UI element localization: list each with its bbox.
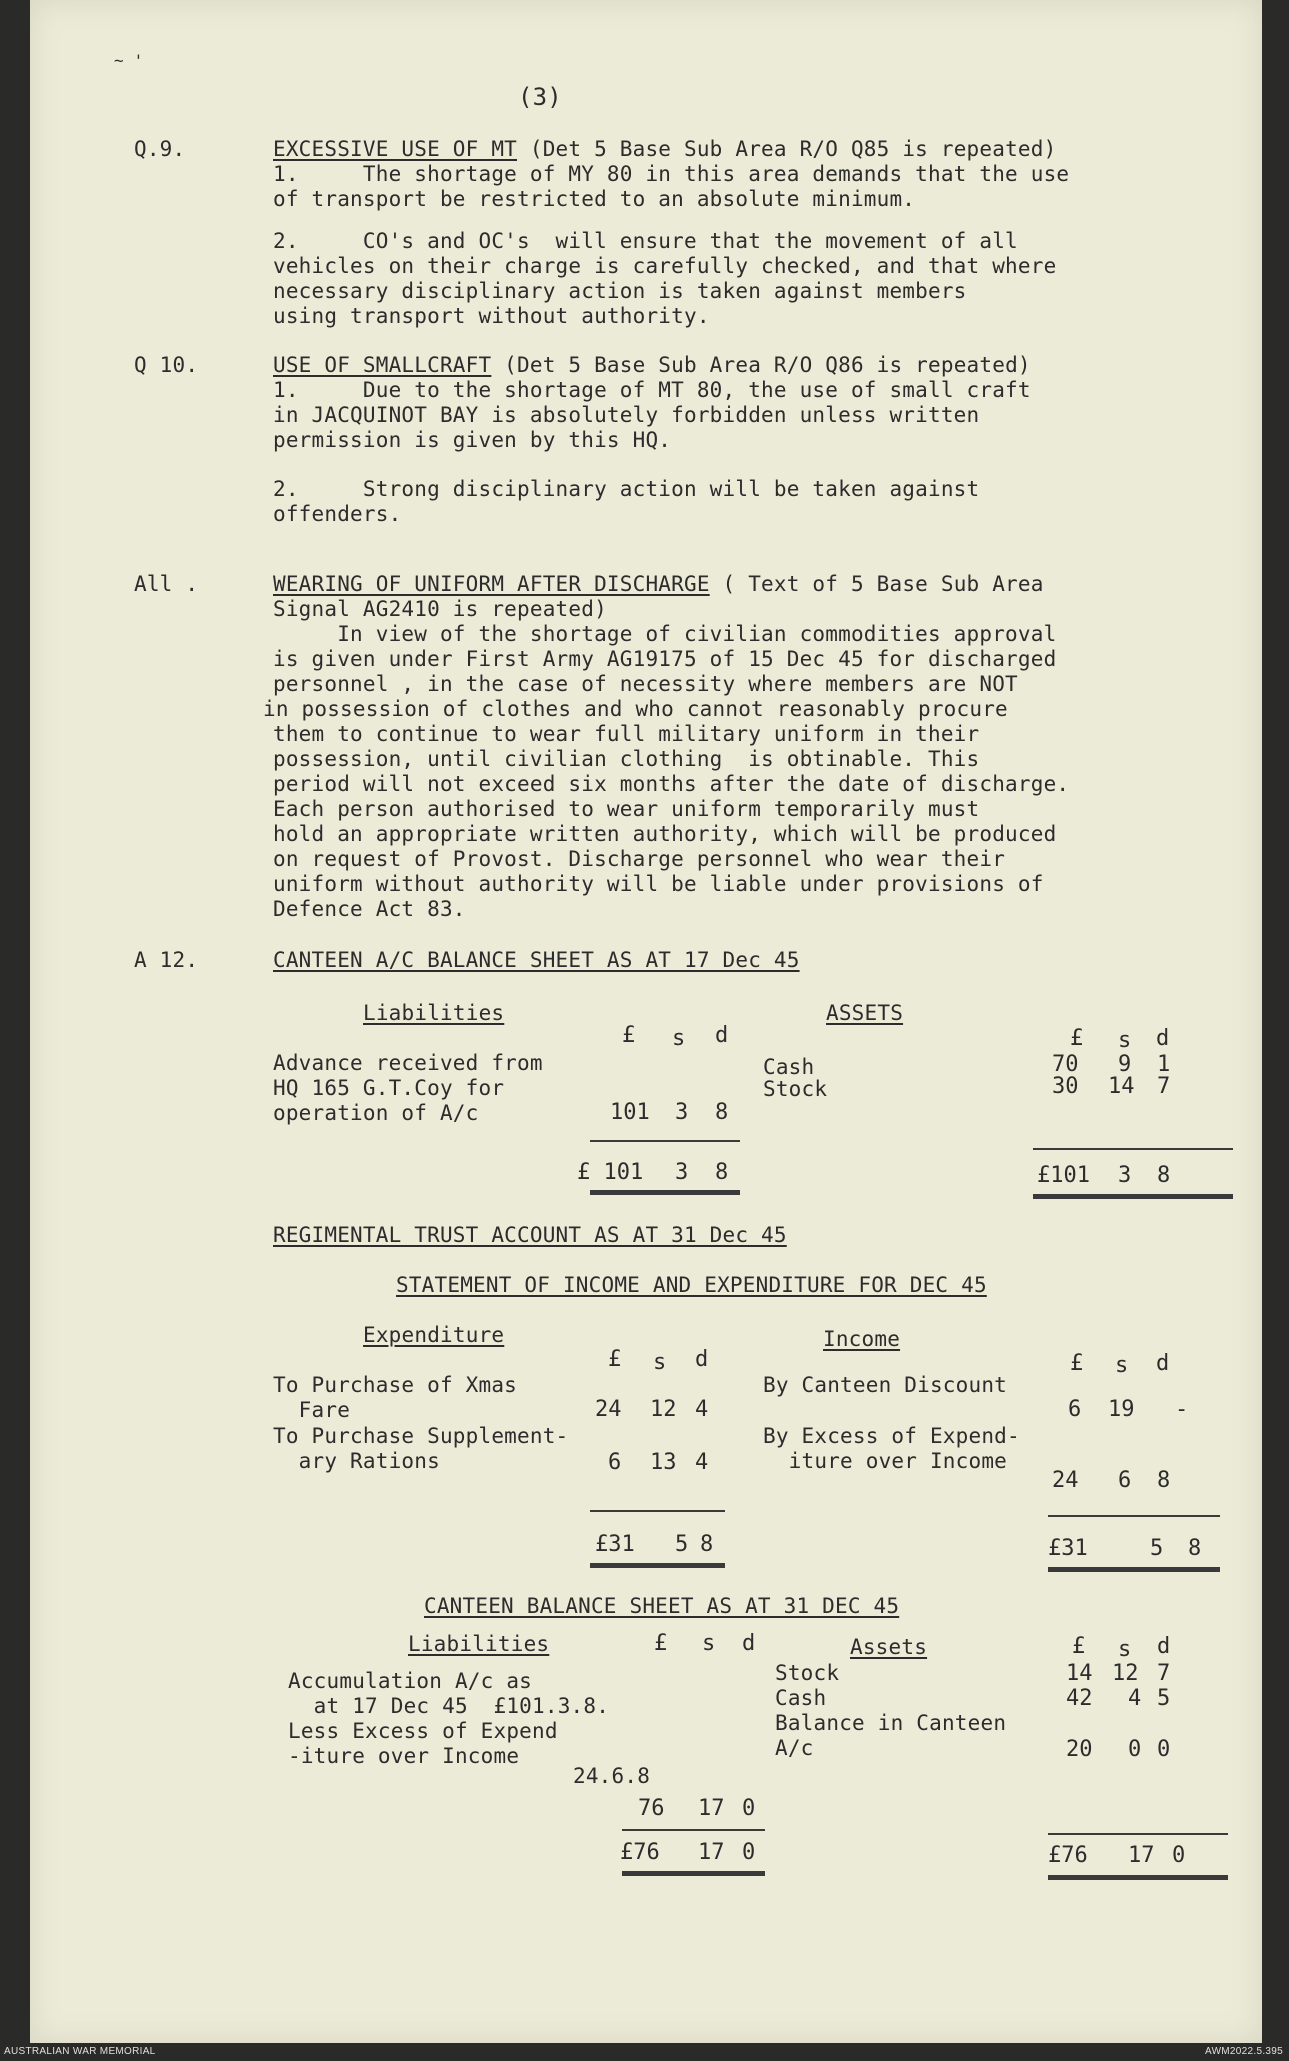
trust-exp-shillings: 13 <box>650 1450 677 1475</box>
trust-exp-line: Fare <box>273 1398 351 1422</box>
q9-p2-line3: necessary disciplinary action is taken against members <box>273 279 967 303</box>
q10-p1-line1: 1. Due to the shortage of MT 80, the use of small craft <box>273 378 1031 402</box>
canteen31-asset-pence: 5 <box>1157 1686 1171 1711</box>
canteen31-liab-total-shillings: 17 <box>698 1840 725 1865</box>
trust-inc-heading: Income <box>823 1327 901 1351</box>
canteen31-lsd-d-left: d <box>742 1631 756 1656</box>
canteen31-liab-net-pounds: 76 <box>638 1796 665 1821</box>
trust-exp-pence: 4 <box>695 1450 709 1475</box>
canteen31-liab-total-pounds: £76 <box>620 1840 660 1865</box>
q9-label: Q.9. <box>134 137 186 161</box>
a12-asset-shillings: 14 <box>1108 1074 1135 1099</box>
a12-liab-text: operation of A/c <box>273 1101 479 1125</box>
a11-line: on request of Provost. Discharge personnel who wear their <box>273 847 1006 871</box>
trust-exp-line: To Purchase Supplement- <box>273 1424 569 1448</box>
canteen31-lsd-pound-right: £ <box>1072 1634 1086 1659</box>
trust-inc-line: By Canteen Discount <box>763 1373 1008 1397</box>
trust-inc-total-shillings: 5 <box>1150 1536 1164 1561</box>
q10-heading-note: (Det 5 Base Sub Area R/O Q86 is repeated) <box>491 353 1031 377</box>
a11-line: is given under First Army AG19175 of 15 Dec 45 for discharged <box>273 647 1057 671</box>
a12-lsd-s-right: s <box>1118 1028 1132 1053</box>
trust-exp-total-pence: 8 <box>700 1532 714 1557</box>
trust-exp-line: To Purchase of Xmas <box>273 1373 518 1397</box>
a11-line: possession, until civilian clothing is obtinable. This <box>273 747 980 771</box>
trust-exp-rule-top <box>590 1510 725 1512</box>
canteen31-asset-shillings: 12 <box>1112 1661 1139 1686</box>
a12-heading: CANTEEN A/C BALANCE SHEET AS AT 17 Dec 45 <box>273 948 800 972</box>
canteen31-liab-rule-bottom <box>622 1871 765 1876</box>
canteen31-heading: CANTEEN BALANCE SHEET AS AT 31 DEC 45 <box>424 1594 900 1618</box>
a12-lsd-d-right: d <box>1156 1026 1170 1051</box>
document-page <box>30 0 1262 2043</box>
a12-liab-total-shillings: 3 <box>675 1160 689 1185</box>
q9-heading-note: (Det 5 Base Sub Area R/O Q85 is repeated) <box>517 137 1057 161</box>
canteen31-liab-total-pence: 0 <box>742 1840 756 1865</box>
q10-p1-line3: permission is given by this HQ. <box>273 428 672 452</box>
trust-inc-pounds: 24 <box>1052 1468 1079 1493</box>
a12-asset-shillings: 9 <box>1118 1052 1132 1077</box>
a12-liabilities-heading: Liabilities <box>363 1001 505 1025</box>
a12-liab-rule-bottom <box>590 1190 740 1195</box>
canteen31-assets-total-shillings: 17 <box>1128 1843 1155 1868</box>
trust-inc-line: iture over Income <box>763 1449 1008 1473</box>
trust-exp-heading: Expenditure <box>363 1323 505 1347</box>
canteen31-asset-pence: 0 <box>1157 1737 1171 1762</box>
a11-line: period will not exceed six months after the date of discharge. <box>273 772 1070 796</box>
a11-line: Defence Act 83. <box>273 897 466 921</box>
a12-assets-total-shillings: 3 <box>1118 1163 1132 1188</box>
trust-inc-pence: - <box>1175 1397 1189 1422</box>
canteen31-lsd-pound-left: £ <box>654 1631 668 1656</box>
footer-right: AWM2022.5.395 <box>1204 2046 1283 2057</box>
trust-exp-total-shillings: 5 <box>675 1532 689 1557</box>
trust-inc-rule-bottom <box>1048 1567 1220 1572</box>
q10-p1-line2: in JACQUINOT BAY is absolutely forbidden unless written <box>273 403 980 427</box>
a11-line: them to continue to wear full military uniform in their <box>273 722 980 746</box>
trust-exp-rule-bottom <box>590 1563 725 1568</box>
trust-heading: REGIMENTAL TRUST ACCOUNT AS AT 31 Dec 45 <box>273 1223 787 1247</box>
q9-p1-line2: of transport be restricted to an absolute minimum. <box>273 187 916 211</box>
q9-p2-line2: vehicles on their charge is carefully checked, and that where <box>273 254 1057 278</box>
trust-inc-line: By Excess of Expend- <box>763 1424 1020 1448</box>
a11-heading-note: ( Text of 5 Base Sub Area <box>709 572 1044 596</box>
canteen31-liab-line: Accumulation A/c as <box>288 1669 533 1693</box>
canteen31-liab-net-shillings: 17 <box>698 1796 725 1821</box>
canteen31-liab-line: -iture over Income <box>288 1744 520 1768</box>
q10-label: Q 10. <box>134 353 199 377</box>
q10-p2-line1: 2. Strong disciplinary action will be taken against <box>273 477 980 501</box>
canteen31-asset-label: Cash <box>775 1686 827 1710</box>
canteen31-asset-label: A/c <box>775 1736 814 1760</box>
canteen31-asset-shillings: 4 <box>1128 1686 1142 1711</box>
canteen31-asset-label: Balance in Canteen <box>775 1711 1007 1735</box>
canteen31-asset-pounds: 42 <box>1066 1686 1093 1711</box>
canteen31-asset-pounds: 20 <box>1066 1737 1093 1762</box>
canteen31-liab-rule-top <box>622 1829 765 1831</box>
canteen31-asset-label: Stock <box>775 1661 840 1685</box>
a12-liab-total-pounds: £ 101 <box>577 1160 644 1185</box>
a12-liab-total-pence: 8 <box>715 1160 729 1185</box>
trust-inc-shillings: 6 <box>1118 1468 1132 1493</box>
trust-lsd-d-right: d <box>1156 1351 1170 1376</box>
a11-line: Each person authorised to wear uniform temporarily must <box>273 797 980 821</box>
a12-lsd-pound-left: £ <box>622 1023 636 1048</box>
trust-inc-pence: 8 <box>1157 1468 1171 1493</box>
a11-line: In view of the shortage of civilian commodities approval <box>273 622 1057 646</box>
a12-liab-pounds: 101 <box>610 1100 650 1125</box>
canteen31-assets-heading: Assets <box>850 1635 928 1659</box>
canteen31-liab-line: at 17 Dec 45 £101.3.8. <box>288 1694 610 1718</box>
q9-heading: EXCESSIVE USE OF MT <box>273 137 518 161</box>
trust-exp-pounds: 24 <box>595 1397 622 1422</box>
trust-inc-total-pence: 8 <box>1188 1536 1202 1561</box>
q9-heading-line <box>273 136 1056 162</box>
q10-heading: USE OF SMALLCRAFT <box>273 353 492 377</box>
trust-inc-total-pounds: £31 <box>1048 1536 1088 1561</box>
a12-liab-text: HQ 165 G.T.Coy for <box>273 1076 505 1100</box>
canteen31-assets-rule-top <box>1048 1833 1228 1835</box>
a12-liab-pence: 8 <box>715 1100 729 1125</box>
a12-asset-label: Cash <box>763 1055 815 1079</box>
trust-lsd-s-left: s <box>653 1350 667 1375</box>
a12-label: A 12. <box>134 948 199 972</box>
a11-heading-line <box>273 571 1044 597</box>
a12-asset-pounds: 30 <box>1052 1074 1079 1099</box>
trust-exp-pence: 4 <box>695 1397 709 1422</box>
a12-asset-label: Stock <box>763 1077 828 1101</box>
canteen31-asset-pence: 7 <box>1157 1661 1171 1686</box>
trust-exp-pounds: 6 <box>608 1450 622 1475</box>
q9-p1-line1: 1. The shortage of MY 80 in this area demands that the use <box>273 162 1070 186</box>
trust-lsd-pound-left: £ <box>608 1347 622 1372</box>
a11-label: All . <box>134 572 199 596</box>
a12-assets-total-pence: 8 <box>1157 1163 1171 1188</box>
canteen31-liab-line: Less Excess of Expend <box>288 1719 558 1743</box>
a12-liab-rule-top <box>590 1140 740 1142</box>
trust-exp-line: ary Rations <box>273 1449 440 1473</box>
canteen31-lsd-s-left: s <box>702 1631 716 1656</box>
a12-assets-rule-bottom <box>1033 1194 1233 1199</box>
a11-line: uniform without authority will be liable under provisions of <box>273 872 1044 896</box>
a11-line: Signal AG2410 is repeated) <box>273 597 607 621</box>
trust-inc-pounds: 6 <box>1068 1397 1082 1422</box>
a12-liab-text: Advance received from <box>273 1051 543 1075</box>
a12-lsd-d-left: d <box>715 1023 729 1048</box>
a12-asset-pence: 7 <box>1157 1074 1171 1099</box>
q10-heading-line <box>273 352 1031 378</box>
a12-liab-shillings: 3 <box>675 1100 689 1125</box>
canteen31-assets-rule-bottom <box>1048 1875 1228 1880</box>
q10-p2-line2: offenders. <box>273 502 402 526</box>
a12-lsd-s-left: s <box>672 1026 686 1051</box>
trust-lsd-s-right: s <box>1115 1353 1129 1378</box>
a12-asset-pence: 1 <box>1157 1052 1171 1077</box>
canteen31-liabilities-heading: Liabilities <box>408 1632 550 1656</box>
a11-line: hold an appropriate written authority, which will be produced <box>273 822 1057 846</box>
a11-line: in possession of clothes and who cannot reasonably procure <box>263 697 1008 721</box>
a12-assets-rule-top <box>1033 1148 1233 1150</box>
a12-lsd-pound-right: £ <box>1070 1026 1084 1051</box>
trust-inc-shillings: 19 <box>1108 1397 1135 1422</box>
page-number: (3) <box>518 83 562 111</box>
trust-exp-shillings: 12 <box>650 1397 677 1422</box>
trust-lsd-pound-right: £ <box>1070 1351 1084 1376</box>
trust-subheading: STATEMENT OF INCOME AND EXPENDITURE FOR DEC 45 <box>396 1273 987 1297</box>
a11-heading: WEARING OF UNIFORM AFTER DISCHARGE <box>273 572 710 596</box>
canteen31-lsd-d-right: d <box>1157 1634 1171 1659</box>
canteen31-asset-pounds: 14 <box>1066 1661 1093 1686</box>
canteen31-assets-total-pounds: £76 <box>1048 1843 1088 1868</box>
q9-p2-line4: using transport without authority. <box>273 304 710 328</box>
canteen31-lsd-s-right: s <box>1118 1637 1132 1662</box>
corner-marks: ~ ' <box>114 51 144 70</box>
canteen31-assets-total-pence: 0 <box>1172 1843 1186 1868</box>
footer-left: AUSTRALIAN WAR MEMORIAL <box>4 2046 156 2057</box>
a11-line: personnel , in the case of necessity where members are NOT <box>273 672 1018 696</box>
trust-exp-total-pounds: £31 <box>595 1532 635 1557</box>
q9-p2-line1: 2. CO's and OC's will ensure that the movement of all <box>273 229 1018 253</box>
a12-assets-total-pounds: £101 <box>1037 1163 1090 1188</box>
trust-lsd-d-left: d <box>695 1347 709 1372</box>
a12-assets-heading: ASSETS <box>826 1001 904 1025</box>
canteen31-less-amount: 24.6.8 <box>573 1764 651 1788</box>
canteen31-liab-net-pence: 0 <box>742 1796 756 1821</box>
trust-inc-rule-top <box>1048 1515 1220 1517</box>
a12-asset-pounds: 70 <box>1052 1052 1079 1077</box>
canteen31-asset-shillings: 0 <box>1128 1737 1142 1762</box>
